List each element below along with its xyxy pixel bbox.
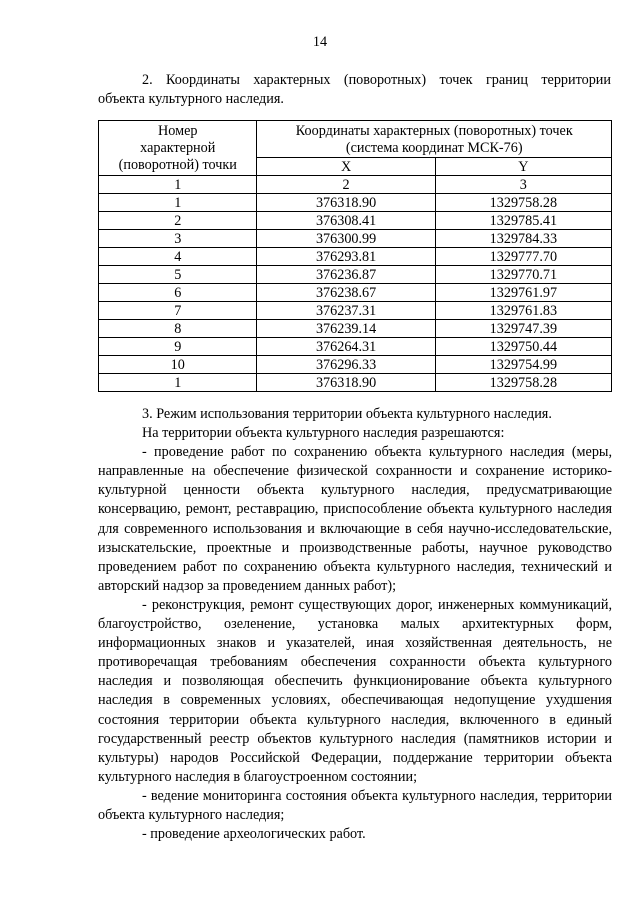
section3-heading: 3. Режим использования территории объекта культурного наследия. — [142, 406, 552, 422]
table-row — [99, 230, 612, 248]
table-body — [99, 194, 612, 392]
cell-x: 376238.67 — [257, 284, 435, 302]
cell-point-number: 3 — [99, 230, 257, 248]
cell-x: 376237.31 — [257, 302, 435, 320]
header-point-number — [99, 121, 257, 176]
cell-y: 1329758.28 — [435, 374, 611, 392]
cell-x: 376236.87 — [257, 266, 435, 284]
cell-y: 1329754.99 — [435, 356, 611, 374]
table-row — [99, 374, 612, 392]
cell-x: 376293.81 — [257, 248, 435, 266]
cell-x: 376300.99 — [257, 230, 435, 248]
list-item: - ведение мониторинга состояния объекта культурного наследия, территории объекта культурного наследия; — [98, 787, 612, 823]
header-y: Y — [435, 158, 611, 176]
header-num-line3: (поворотной) точки — [118, 157, 237, 173]
cell-x: 376308.41 — [257, 212, 435, 230]
table-header-row — [99, 121, 612, 158]
header-coords-line2: (система координат МСК-76) — [345, 140, 523, 156]
cell-x: 376318.90 — [257, 374, 435, 392]
cell-x: 376296.33 — [257, 356, 435, 374]
section3 — [98, 405, 612, 844]
section2-heading-line1: 2. Координаты характерных (поворотных) точек границ территории — [142, 72, 611, 88]
cell-point-number: 5 — [99, 266, 257, 284]
table-row — [99, 212, 612, 230]
page-number: 14 — [312, 34, 328, 50]
cell-point-number: 4 — [99, 248, 257, 266]
section2-heading-line2: объекта культурного наследия. — [98, 91, 284, 107]
table-row — [99, 284, 612, 302]
cell-point-number: 9 — [99, 338, 257, 356]
cell-y: 1329758.28 — [435, 194, 611, 212]
table-row — [99, 338, 612, 356]
column-number: 1 — [99, 176, 257, 194]
table-row — [99, 356, 612, 374]
cell-x: 376318.90 — [257, 194, 435, 212]
table-row — [99, 248, 612, 266]
header-num-line1: Номер — [158, 123, 198, 139]
cell-point-number: 1 — [99, 194, 257, 212]
table-row — [99, 302, 612, 320]
cell-point-number: 1 — [99, 374, 257, 392]
cell-point-number: 6 — [99, 284, 257, 302]
header-coords-line1: Координаты характерных (поворотных) точек — [295, 123, 573, 139]
cell-x: 376239.14 — [257, 320, 435, 338]
cell-point-number: 10 — [99, 356, 257, 374]
list-item: - реконструкция, ремонт существующих дорог, инженерных коммуникаций, благоустройство, озеленение, установка малых архитектурных форм, информационных знаков и указателей, иная хозяйственная деятельность, не противоречащая требованиям обеспечения сохранности объекта культурного наследия и позволяющая обеспечить функционирование объекта культурного наследия в современных условиях, обеспечивающая недопущение ухудшения состояния территории объекта культурного наследия, включенного в единый государственный реестр объектов культурного наследия (памятников истории и культуры) народов Российской Федерации, поддержание территории объекта культурного наследия в благоустроенном состоянии; — [98, 596, 612, 785]
cell-point-number: 2 — [99, 212, 257, 230]
cell-y: 1329777.70 — [435, 248, 611, 266]
column-number: 3 — [435, 176, 611, 194]
table-row — [99, 266, 612, 284]
cell-y: 1329747.39 — [435, 320, 611, 338]
cell-y: 1329784.33 — [435, 230, 611, 248]
section2-heading — [98, 71, 611, 109]
section3-intro: На территории объекта культурного наследия разрешаются: — [142, 425, 505, 442]
cell-y: 1329750.44 — [435, 338, 611, 356]
header-coordinates — [257, 121, 612, 158]
list-item: - проведение работ по сохранению объекта культурного наследия (меры, направленные на обеспечение физической сохранности и сохранение историко-культурной ценности объекта культурного наследия, предусматривающие консервацию, ремонт, реставрацию, приспособление объекта культурного наследия для современного использования и включающие в себя научно-исследовательские, изыскательские, проектные и производственные работы, научное руководство проведением работ по сохранению объекта культурного наследия, технический и авторский надзор за проведением данных работ); — [98, 444, 612, 594]
column-number: 2 — [257, 176, 435, 194]
header-num-line2: характерной — [140, 140, 216, 156]
cell-y: 1329770.71 — [435, 266, 611, 284]
cell-point-number: 7 — [99, 302, 257, 320]
column-number-row — [99, 176, 612, 194]
header-x: X — [257, 158, 435, 176]
coordinates-table — [98, 120, 612, 392]
cell-y: 1329761.83 — [435, 302, 611, 320]
cell-point-number: 8 — [99, 320, 257, 338]
cell-y: 1329761.97 — [435, 284, 611, 302]
table-row — [99, 320, 612, 338]
table-row — [99, 194, 612, 212]
list-item: - проведение археологических работ. — [142, 826, 366, 843]
cell-x: 376264.31 — [257, 338, 435, 356]
cell-y: 1329785.41 — [435, 212, 611, 230]
